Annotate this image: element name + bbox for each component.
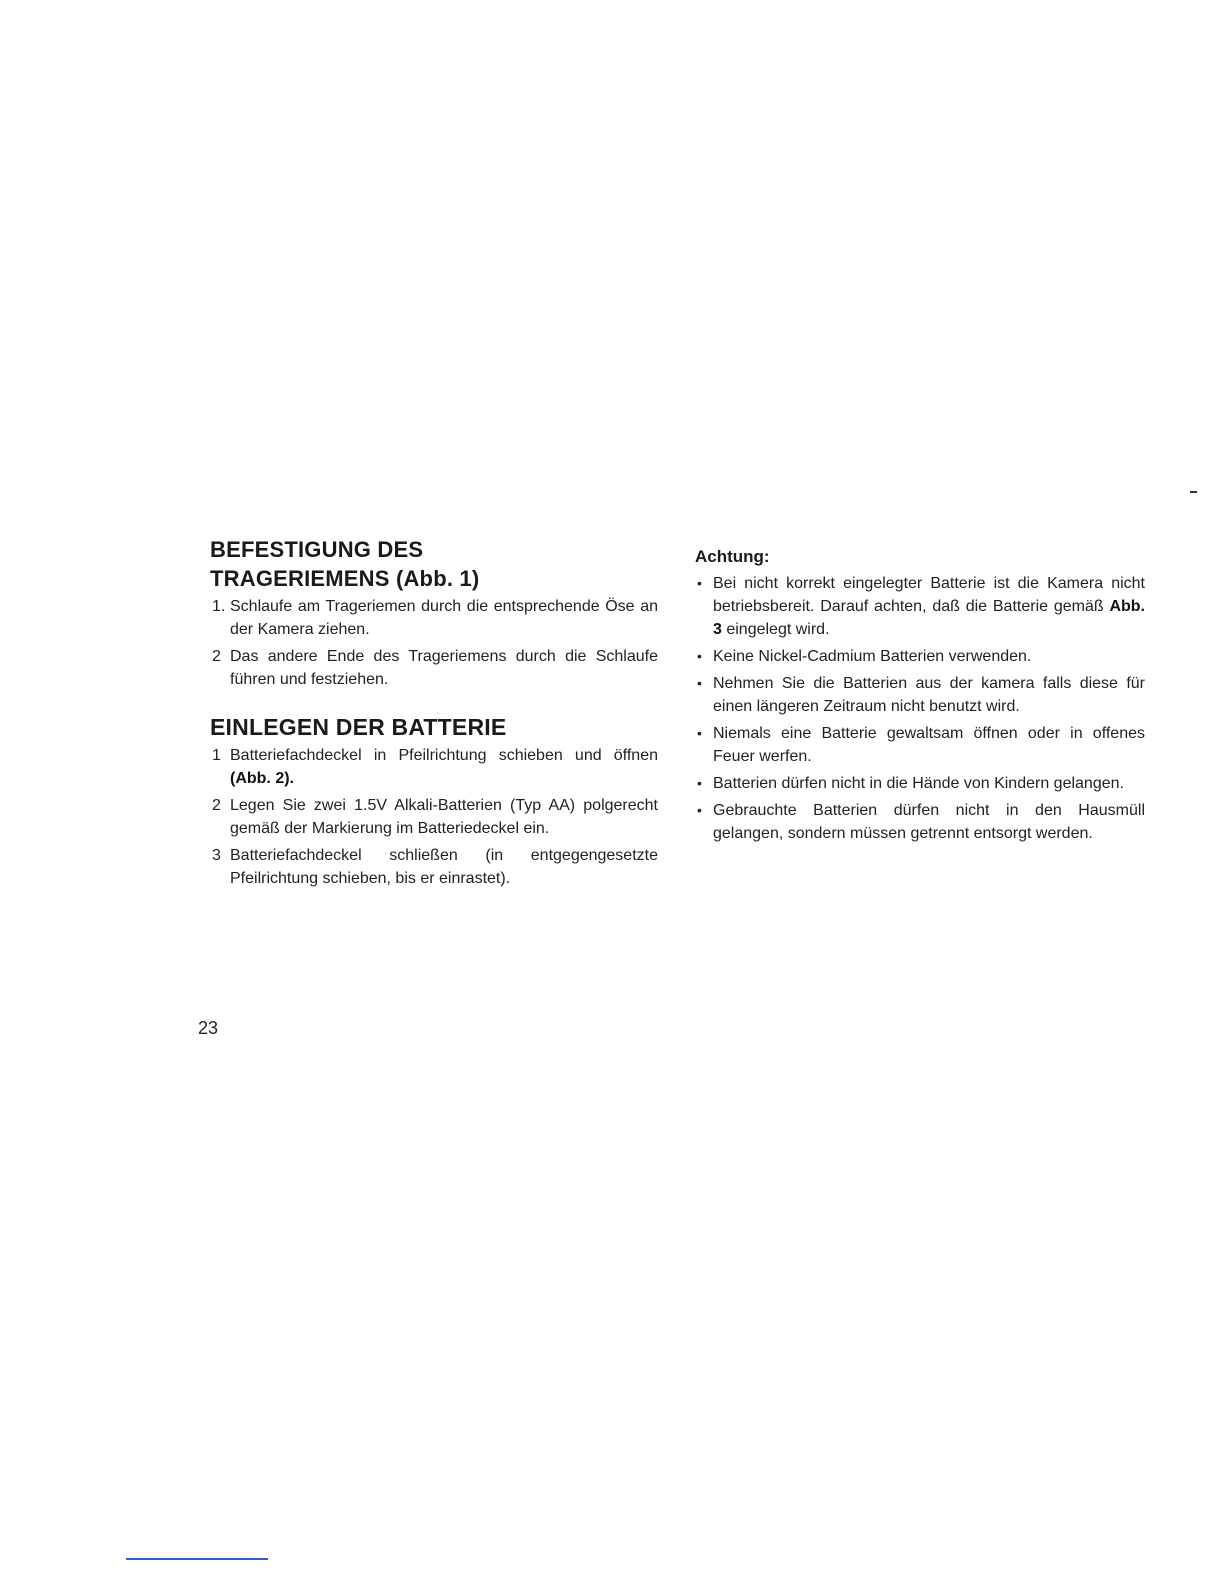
bullet-icon: •: [697, 802, 702, 818]
caution-text: Batterien dürfen nicht in die Hände von Kindern gelangen.: [713, 775, 1124, 792]
strap-section-title: [210, 535, 658, 593]
step-text: Legen Sie zwei 1.5V Alkali-Batterien (Typ AA) polgerecht gemäß der Markierung im Batteriedeckel ein.: [230, 797, 658, 837]
step-number: 2: [212, 648, 221, 665]
battery-section-title: EINLEGEN DER BATTERIE: [210, 714, 507, 740]
step-text: Batteriefachdeckel schließen (in entgegengesetzte Pfeilrichtung schieben, bis er einrastet).: [230, 847, 658, 887]
battery-step: [210, 794, 658, 840]
step-text: Batteriefachdeckel in Pfeilrichtung schieben und öffnen: [230, 747, 658, 764]
strap-step: [210, 645, 658, 691]
caution-item: [695, 772, 1145, 795]
caution-title: Achtung:: [695, 547, 770, 566]
bullet-icon: •: [697, 675, 702, 691]
caution-item: [695, 645, 1145, 668]
bullet-icon: •: [697, 775, 702, 791]
bullet-icon: •: [697, 575, 702, 591]
caution-list: [695, 572, 1145, 845]
battery-step: [210, 744, 658, 790]
right-column: [695, 546, 1145, 849]
step-number: 2: [212, 797, 221, 814]
caution-text: Niemals eine Batterie gewaltsam öffnen oder in offenes Feuer werfen.: [713, 725, 1145, 765]
battery-steps-list: [210, 744, 658, 890]
caution-text: Gebrauchte Batterien dürfen nicht in den Hausmüll gelangen, sondern müssen getrennt entsorgt werden.: [713, 802, 1145, 842]
step-text: Schlaufe am Trageriemen durch die entsprechende Öse an der Kamera ziehen.: [230, 598, 658, 638]
caution-item: [695, 799, 1145, 845]
scan-mark: [1190, 491, 1197, 493]
battery-step: [210, 844, 658, 890]
caution-text: Nehmen Sie die Batterien aus der kamera falls diese für einen längeren Zeitraum nicht benutzt wird.: [713, 675, 1145, 715]
step-number: 1: [212, 747, 221, 764]
caution-text: Bei nicht korrekt eingelegter Batterie ist die Kamera nicht betriebsbereit. Darauf achten, daß die Batterie gemäß: [713, 575, 1145, 615]
bullet-icon: •: [697, 725, 702, 741]
figure-reference: Abb. 3: [713, 598, 1145, 638]
caution-item: [695, 722, 1145, 768]
strap-title-line-1: BEFESTIGUNG DES: [210, 537, 424, 562]
left-column: [210, 535, 658, 894]
strap-step: [210, 595, 658, 641]
caution-text: Keine Nickel-Cadmium Batterien verwenden.: [713, 648, 1032, 665]
strap-steps-list: [210, 595, 658, 691]
caution-item: [695, 672, 1145, 718]
figure-reference: (Abb. 2).: [230, 770, 294, 787]
bullet-icon: •: [697, 648, 702, 664]
step-text: Das andere Ende des Trageriemens durch die Schlaufe führen und festziehen.: [230, 648, 658, 688]
bottom-rule: [126, 1558, 268, 1560]
step-number: 1.: [212, 598, 226, 615]
strap-title-line-2: TRAGERIEMENS (Abb. 1): [210, 566, 480, 591]
step-number: 3: [212, 847, 221, 864]
caution-item: [695, 572, 1145, 641]
page-number: 23: [198, 1018, 219, 1038]
caution-text-end: eingelegt wird.: [721, 621, 830, 638]
